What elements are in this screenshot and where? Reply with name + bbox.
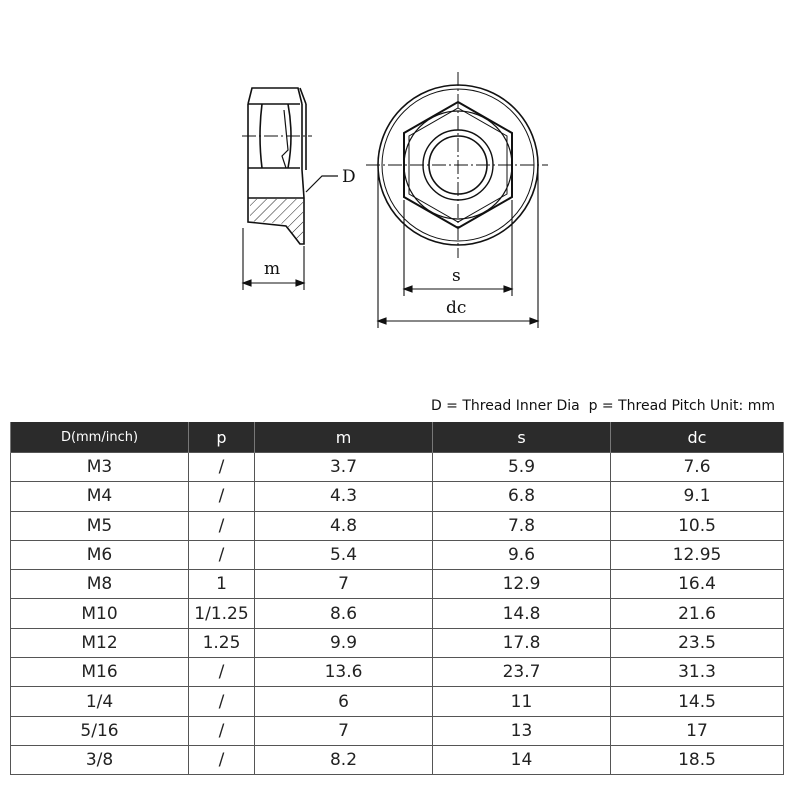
cell-dc: 12.95 xyxy=(611,540,784,569)
spec-table xyxy=(10,422,784,775)
cell-dc: 23.5 xyxy=(611,628,784,657)
cell-m: 7 xyxy=(255,570,433,599)
table-row xyxy=(11,745,784,774)
cell-s: 9.6 xyxy=(433,540,611,569)
cell-D: M8 xyxy=(11,570,189,599)
cell-D: M4 xyxy=(11,482,189,511)
cell-m: 4.3 xyxy=(255,482,433,511)
header-row xyxy=(11,422,784,453)
cell-p: / xyxy=(189,511,255,540)
header-s: s xyxy=(433,422,611,453)
header-D: D(mm/inch) xyxy=(11,422,189,453)
cell-s: 14.8 xyxy=(433,599,611,628)
cell-D: M3 xyxy=(11,453,189,482)
table-row xyxy=(11,658,784,687)
cell-p: / xyxy=(189,540,255,569)
cell-s: 7.8 xyxy=(433,511,611,540)
header-dc: dc xyxy=(611,422,784,453)
table-row xyxy=(11,540,784,569)
cell-D: M10 xyxy=(11,599,189,628)
cell-m: 8.2 xyxy=(255,745,433,774)
cell-m: 5.4 xyxy=(255,540,433,569)
cell-D: M12 xyxy=(11,628,189,657)
cell-D: 3/8 xyxy=(11,745,189,774)
cell-p: / xyxy=(189,658,255,687)
label-dc: dc xyxy=(446,298,467,318)
table-row xyxy=(11,628,784,657)
cell-m: 9.9 xyxy=(255,628,433,657)
cell-m: 6 xyxy=(255,687,433,716)
cell-s: 5.9 xyxy=(433,453,611,482)
cell-dc: 9.1 xyxy=(611,482,784,511)
header-m: m xyxy=(255,422,433,453)
cell-p: / xyxy=(189,745,255,774)
cell-p: / xyxy=(189,716,255,745)
table-row xyxy=(11,599,784,628)
cell-p: 1/1.25 xyxy=(189,599,255,628)
table-row xyxy=(11,482,784,511)
cell-s: 17.8 xyxy=(433,628,611,657)
cell-D: 5/16 xyxy=(11,716,189,745)
cell-m: 7 xyxy=(255,716,433,745)
cell-m: 3.7 xyxy=(255,453,433,482)
cell-dc: 18.5 xyxy=(611,745,784,774)
cell-dc: 7.6 xyxy=(611,453,784,482)
header-p: p xyxy=(189,422,255,453)
cell-s: 11 xyxy=(433,687,611,716)
cell-m: 13.6 xyxy=(255,658,433,687)
cell-D: M16 xyxy=(11,658,189,687)
cell-D: M6 xyxy=(11,540,189,569)
cell-m: 8.6 xyxy=(255,599,433,628)
cell-D: 1/4 xyxy=(11,687,189,716)
cell-dc: 16.4 xyxy=(611,570,784,599)
label-s: s xyxy=(452,266,461,286)
table-row xyxy=(11,511,784,540)
unit-legend: D = Thread Inner Dia p = Thread Pitch Unit: mm xyxy=(430,398,775,414)
cell-s: 6.8 xyxy=(433,482,611,511)
cell-D: M5 xyxy=(11,511,189,540)
cell-p: / xyxy=(189,482,255,511)
cell-s: 23.7 xyxy=(433,658,611,687)
label-m: m xyxy=(264,259,281,279)
cell-p: / xyxy=(189,453,255,482)
cell-dc: 21.6 xyxy=(611,599,784,628)
table-row xyxy=(11,687,784,716)
section-hatch xyxy=(250,199,303,242)
cell-dc: 14.5 xyxy=(611,687,784,716)
centerlines xyxy=(366,72,548,258)
cell-s: 13 xyxy=(433,716,611,745)
cell-dc: 31.3 xyxy=(611,658,784,687)
table-row xyxy=(11,570,784,599)
table-row xyxy=(11,716,784,745)
cell-p: / xyxy=(189,687,255,716)
cell-p: 1 xyxy=(189,570,255,599)
table-row xyxy=(11,453,784,482)
cell-m: 4.8 xyxy=(255,511,433,540)
cell-s: 14 xyxy=(433,745,611,774)
cell-p: 1.25 xyxy=(189,628,255,657)
D-leader xyxy=(306,176,338,192)
cell-dc: 10.5 xyxy=(611,511,784,540)
label-D: D xyxy=(342,167,356,187)
cell-dc: 17 xyxy=(611,716,784,745)
flange-nut-drawing xyxy=(0,0,800,360)
cell-s: 12.9 xyxy=(433,570,611,599)
